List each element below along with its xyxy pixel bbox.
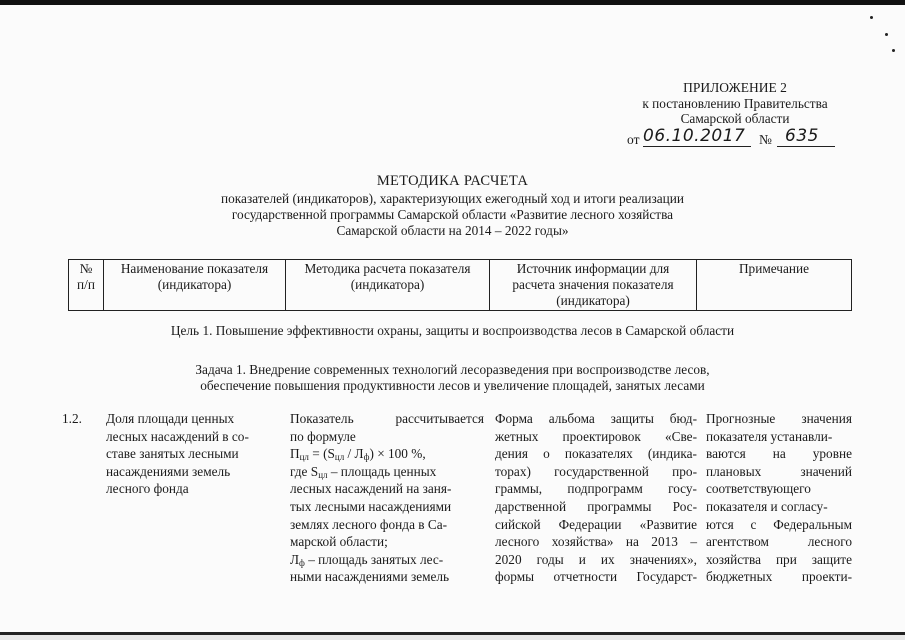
document-heading (0, 173, 905, 239)
header-cell-number: № п/п (69, 260, 104, 311)
heading-title: МЕТОДИКА РАСЧЕТА (376, 173, 529, 189)
scan-top-border (0, 0, 905, 5)
header-cell-note: Примечание (697, 260, 852, 311)
annex-line1: к постановлению Правительства (642, 95, 828, 111)
heading-line3: Самарской области на 2014 – 2022 годы» (336, 223, 569, 238)
method-cell: Показатель рассчитывается по формуле $П_{цл} = (S_{цл} / Л_ф) \times 100$ %, где $S_{цл}$ – площадь ценных лесных насаждений на заня- тых лесными насаждениями землях лесного фонда в Са- марской области; $Л_ф$ – площадь занятых лес- ными насаждениями земель (290, 411, 484, 585)
heading-line2: государственной программы Самарской области «Развитие лесного хозяйства (231, 207, 674, 222)
from-label: от (627, 132, 640, 147)
indicator-name-cell: Доля площади ценных лесных насаждений в со- ставе занятых лесными насаждениями земель лесного фонда (106, 411, 249, 497)
header-cell-name: Наименование показателя (индикатора) (104, 260, 286, 311)
scan-speck (885, 33, 888, 36)
header-cell-method: Методика расчета показателя (индикатора) (286, 260, 490, 311)
annex-title: ПРИЛОЖЕНИЕ 2 (683, 80, 787, 95)
decree-number: 635 (785, 126, 819, 146)
annex-block (615, 80, 855, 127)
date-underline (643, 146, 751, 147)
formula: $П_{цл} = (S_{цл} / Л_ф) \times 100$ %, (290, 446, 426, 463)
goal-heading: Цель 1. Повышение эффективности охраны, защиты и воспроизводства лесов в Самарской области (170, 323, 735, 338)
number-label: № (759, 132, 772, 147)
decree-date: 06.10.2017 (643, 126, 746, 146)
decree-line (627, 128, 857, 150)
scan-speck (892, 49, 895, 52)
row-number: 1.2. (62, 411, 82, 426)
source-cell: Форма альбома защиты бюд- жетных проектировок «Све- дения о показателях (индика- торах) государственной про- граммы, подпрограмм госу- дарственной программы Рос- сийской Федерации «Развитие лесного хозяйства» на 2013 – 2020 годы и их значениях», формы отчетности Государст- (495, 411, 697, 585)
header-cell-source: Источник информации для расчета значения показателя (индикатора) (490, 260, 697, 311)
heading-line1: показателей (индикаторов), характеризующих ежегодный ход и итоги реализации (221, 191, 684, 206)
indicator-table-header (68, 259, 852, 311)
annex-line2: Самарской области (680, 111, 790, 126)
scan-bottom-border (0, 630, 905, 640)
note-cell: Прогнозные значения показателя устанавли- ваются на уровне плановых значений соответствующего показателя и согласу- ются с Федеральным агентством лесного хозяйства при защите бюджетных проекти- (706, 411, 852, 585)
scan-speck (870, 16, 873, 19)
number-underline (777, 146, 835, 147)
task-heading: Задача 1. Внедрение современных технологий лесоразведения при воспроизводстве лесов, обеспечение повышения продуктивности лесов и увеличение площадей, занятых лесами (195, 362, 710, 393)
